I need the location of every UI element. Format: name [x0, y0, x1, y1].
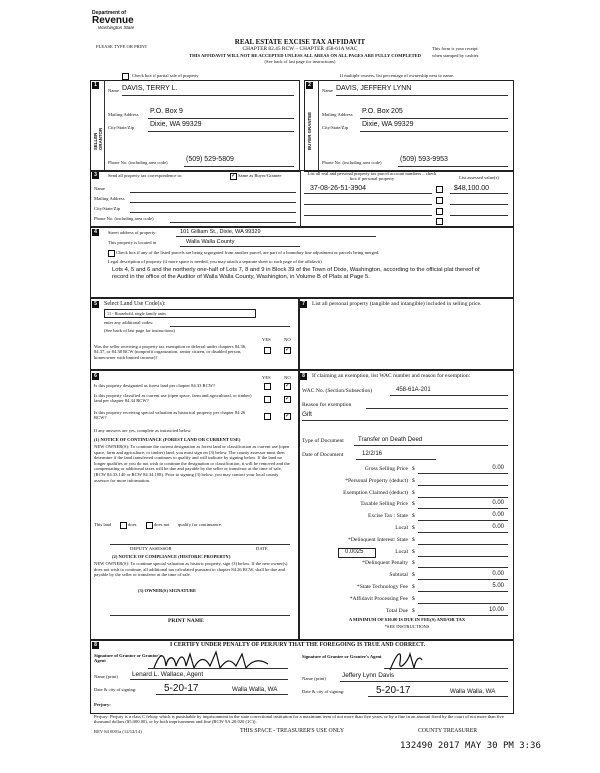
- recording-stamp: 132490 2017 MAY 30 PM 3:36: [400, 741, 541, 751]
- tax-row-label: Gross Selling Price: [364, 466, 408, 472]
- form-warning: THIS AFFIDAVIT WILL NOT BE ACCEPTED UNLESS ALL AREAS ON ALL PAGES ARE FULLY COMPLETED: [189, 53, 421, 58]
- personal-property-section: [298, 298, 514, 370]
- see-back-note: (See back of last page for instructions): [264, 59, 336, 64]
- tax-row-value[interactable]: 0.00: [492, 512, 504, 519]
- perjury-text: Perjury: Perjury is a class C felony which is punishable by imprisonment in the state correctional institution for a maximum term of not more than five years, or by a fine in an amount fixed by the court of not more than five thousand dollars ($5,000.00), or by both imprisonment and fine (RCW 9A.20.020 (1C)).: [94, 714, 504, 725]
- does-label: does: [128, 522, 137, 527]
- wac-label: WAC No. (Section/Subsection): [302, 388, 373, 394]
- continuance-title: (1) NOTICE OF CONTINUANCE (FOREST LAND OR CURRENT USE): [94, 437, 241, 442]
- land-use-no-header: NO: [284, 337, 291, 342]
- dollar-sign: $: [412, 572, 415, 579]
- logo-line-3: Washington State: [98, 25, 135, 30]
- personal-property-checkbox-2[interactable]: [436, 197, 443, 204]
- grantee-signature[interactable]: [384, 648, 424, 674]
- grantee-date[interactable]: 5-20-17: [376, 685, 411, 696]
- dollar-sign: $: [412, 536, 415, 543]
- grantee-sig-label: Signature of Grantee or Grantee's Agent: [302, 654, 382, 659]
- seller-mailing-label: Mailing Address: [108, 112, 139, 117]
- tax-row-value[interactable]: 10.00: [488, 606, 504, 613]
- treasurer-space: THIS SPACE - TREASURER'S USE ONLY: [240, 728, 345, 734]
- logo-line-1: Department of: [92, 10, 126, 16]
- perjury-note: [94, 702, 508, 707]
- grantee-date-label: Date & city of signing:: [302, 689, 345, 694]
- additional-codes-label: enter any additional codes:: [104, 320, 154, 325]
- partial-sale-label: Check box if partial sale of property: [132, 73, 199, 78]
- see-instructions: *SEE INSTRUCTIONS: [384, 624, 430, 629]
- dollar-sign: $: [412, 477, 415, 484]
- this-land-label: This land: [94, 522, 112, 527]
- dollar-sign: $: [412, 513, 415, 520]
- grantor-print-name[interactable]: Lenard L. Wallace, Agent: [132, 671, 204, 678]
- parcel-header: List all real and personal property tax parcel account numbers – check box if personal property: [307, 171, 437, 181]
- county-treasurer: COUNTY TREASURER: [418, 728, 478, 734]
- segregation-note: Check box if any of the listed parcels are being segregated from another parcel, are part of a boundary line adjustment or parcels being merged.: [116, 250, 380, 255]
- historic-body: NEW OWNER(S): To continue special valuation as historic property, sign (3) below. If the new owner(s) does not wish to continue, all additional tax calculated pursuant to chapter 84.26 RCW, shall be due and payable by the seller or transferor at the time of sale.: [94, 561, 288, 578]
- dollar-sign: $: [412, 607, 415, 614]
- seller-side-label: SELLER GRANTOR: [93, 127, 103, 150]
- assessed-value[interactable]: $48,100.00: [454, 185, 490, 192]
- section-7-badge: 7: [300, 301, 307, 308]
- tax-row-label: Subtotal: [389, 572, 408, 579]
- does-not-checkbox[interactable]: [146, 522, 153, 529]
- buyer-mailing[interactable]: P.O. Box 205: [362, 108, 403, 115]
- tax-row-label: Local: [395, 525, 408, 531]
- tax-row-value[interactable]: 0.00: [492, 465, 504, 471]
- segregation-checkbox[interactable]: [108, 250, 115, 257]
- wac-number[interactable]: 458-61A-201: [396, 387, 431, 393]
- does-not-label: does not: [154, 522, 170, 527]
- forest-yes-header: YES: [262, 375, 271, 380]
- personal-property-label: List all personal property (tangible and intangible) included in selling price.: [312, 301, 482, 307]
- seller-name[interactable]: DAVIS, TERRY L.: [122, 85, 178, 92]
- grantor-city[interactable]: Walla Walla, WA: [232, 686, 278, 693]
- tax-row-label: *Affidavit Processing Fee: [349, 595, 408, 602]
- doc-date-label: Date of Document: [302, 452, 344, 458]
- parcel-number[interactable]: 37-08-26-51-3904: [310, 185, 367, 192]
- tax-row-value[interactable]: 0.00: [492, 524, 504, 530]
- located-county[interactable]: Walla Walla County: [186, 239, 235, 245]
- forest-q2-yes[interactable]: [264, 396, 271, 403]
- tax-row-label: *State Technology Fee: [356, 584, 408, 590]
- local-rate-box[interactable]: [338, 548, 376, 558]
- corr-phone-label: Phone No. (including area code): [94, 216, 154, 221]
- seller-city[interactable]: Dixie, WA 99329: [150, 121, 202, 128]
- section-5-badge: 5: [92, 301, 99, 308]
- seller-phone-label: Phone No. (including area code): [108, 160, 168, 165]
- grantor-date-label: Date & city of signing:: [94, 687, 137, 692]
- land-use-yes-header: YES: [262, 337, 271, 342]
- dollar-sign: $: [412, 489, 415, 496]
- certify-badge: 8: [92, 642, 99, 649]
- perjury-label: Perjury:: [94, 702, 111, 707]
- certify-statement: I CERTIFY UNDER PENALTY OF PERJURY THAT THE FOREGOING IS TRUE AND CORRECT.: [170, 642, 426, 648]
- buyer-phone[interactable]: (509) 593-9953: [400, 156, 448, 163]
- multiple-owners-note: If multiple owners, list percentage of ownership next to name.: [340, 73, 455, 78]
- buyer-side-label: BUYER GRANTEE: [307, 111, 312, 150]
- exemption-question: Was the seller receiving a property tax exemption or deferral under chapters 84.36, 84.37, or 84.38 RCW (nonprofit organization, senior citizen, or disabled person, homeowner with limited income)?: [94, 344, 247, 360]
- section-6-badge: 6: [92, 373, 99, 380]
- tax-row-label: *Delinquent Interest: State: [348, 536, 408, 543]
- deputy-assessor-label: DEPUTY ASSESSOR: [130, 546, 172, 551]
- tax-row-label: Taxable Selling Price: [360, 501, 408, 508]
- corr-mailing-label: Mailing Address: [94, 196, 125, 201]
- tax-row-label: Total Due: [385, 607, 408, 614]
- land-use-see-back: (See back of last page for instructions): [104, 328, 175, 333]
- section-2-badge: 2: [306, 82, 313, 89]
- buyer-name-label: Name: [322, 88, 333, 93]
- section-3-badge: 3: [92, 172, 99, 179]
- land-use-code: 11 - Household, single family units: [107, 311, 166, 316]
- legal-label: Legal description of property (if more space is needed, you may attach a separate sheet to each page of the affidavit): [108, 259, 322, 264]
- street-address[interactable]: 101 Gilliam St., Dixie, WA 99329: [180, 229, 261, 235]
- seller-name-label: Name: [108, 88, 119, 93]
- grantor-signature-stroke: [154, 652, 268, 668]
- print-note: PLEASE TYPE OR PRINT: [96, 44, 148, 49]
- deputy-date-label: DATE: [256, 546, 268, 551]
- local-rate: 0.0025: [345, 549, 364, 555]
- receipt-note-2: when stamped by cashier.: [432, 53, 480, 58]
- assessed-header: List assessed value(s): [459, 175, 499, 180]
- corr-city-label: City/State/Zip: [94, 206, 121, 211]
- seller-phone[interactable]: (509) 529-5809: [186, 156, 234, 163]
- street-label: Street address of property:: [108, 230, 157, 235]
- forest-q1-yes[interactable]: [264, 383, 271, 390]
- form-title: REAL ESTATE EXCISE TAX AFFIDAVIT: [234, 38, 366, 46]
- personal-property-checkbox-1[interactable]: [436, 186, 443, 193]
- tax-row-label: Exemption Claimed (deduct): [343, 489, 408, 496]
- tax-row-label: *Personal Property (deduct): [345, 477, 408, 484]
- receipt-note-1: This form is your receipt: [432, 46, 478, 51]
- partial-sale-checkbox[interactable]: [122, 73, 129, 80]
- doc-type[interactable]: Transfer on Death Deed: [358, 437, 423, 443]
- tax-row-value[interactable]: 5.00: [492, 583, 504, 589]
- form-chapter: CHAPTER 82.45 RCW – CHAPTER 458-61A WAC: [242, 46, 358, 52]
- same-as-buyer-label: Same as Buyer/Grantee: [238, 173, 282, 178]
- dollar-sign: $: [412, 525, 415, 531]
- print-name-label: PRINT NAME: [168, 618, 204, 624]
- exemption-yes-checkbox[interactable]: [264, 347, 271, 354]
- grantor-date[interactable]: 5-20-17: [164, 683, 199, 694]
- forest-q2-no[interactable]: [284, 396, 291, 403]
- tax-row-value[interactable]: 0.00: [492, 571, 504, 578]
- logo-line-2: Revenue: [92, 15, 134, 26]
- same-as-buyer-checkbox[interactable]: [230, 173, 237, 180]
- forest-q3-yes[interactable]: [264, 413, 271, 420]
- grantor-print-label: Name (print): [94, 674, 118, 679]
- exemption-no-checkbox[interactable]: [284, 347, 291, 354]
- buyer-name[interactable]: DAVIS, JEFFERY LYNN: [336, 85, 412, 92]
- grantee-city[interactable]: Walla Walla, WA: [450, 688, 496, 695]
- land-use-select[interactable]: [104, 309, 256, 318]
- legal-description[interactable]: Lots 4, 5 and 6 and the northerly one-half of Lots 7, 8 and 9 in Block 39 of the Town of Dixie, Washington, according to the official plat thereof of record in the office of the Auditor of Walla Walla County, Washington, in Volume B of Plats at Page 5.: [112, 267, 480, 280]
- buyer-mailing-label: Mailing Address: [322, 112, 353, 117]
- buyer-phone-label: Phone No. (including area code): [322, 160, 382, 165]
- qualify-label: qualify for continuance.: [178, 522, 223, 527]
- forest-q2: Is this property classified as current use (open space, farm and agricultural, or timber) land per chapter 84.34 RCW?: [94, 393, 252, 404]
- doc-type-label: Type of Document: [302, 438, 344, 444]
- tax-row-label: Excise Tax : State: [367, 513, 408, 520]
- revenue-logo: [92, 10, 156, 30]
- exemption-label: If claiming an exemption, list WAC number and reason for exemption:: [312, 373, 471, 379]
- minimum-note: A MINIMUM OF $10.00 IS DUE IN FEE(S) AND/OR TAX: [348, 617, 466, 622]
- forest-q3: Is this property receiving special valuation as historical property per chapter 84.26 RCW?: [94, 410, 246, 421]
- tax-row-label: Local: [395, 548, 408, 555]
- owner-signature-label: (3) OWNER(S) SIGNATURE: [138, 588, 197, 593]
- forest-q3-no[interactable]: [284, 413, 291, 420]
- personal-property-checkbox-4[interactable]: [436, 218, 443, 225]
- dollar-sign: $: [412, 584, 415, 590]
- buyer-city[interactable]: Dixie, WA 99329: [362, 121, 414, 128]
- grantee-print-label: Name (print): [302, 676, 326, 681]
- grantee-print-name[interactable]: Jeffery Lynn Davis: [342, 672, 395, 679]
- exemption-badge: 8: [300, 373, 307, 380]
- corr-name-label: Name: [94, 186, 105, 191]
- doc-date[interactable]: 12/2/16: [362, 451, 383, 457]
- exemption-reason[interactable]: Gift: [302, 411, 312, 418]
- reason-label: Reason for exemption: [302, 402, 352, 408]
- forest-if-yes: If any answers are yes, complete as instructed below.: [94, 428, 192, 433]
- dollar-sign: $: [412, 466, 415, 472]
- seller-mailing[interactable]: P.O. Box 9: [150, 108, 183, 115]
- tax-row-value[interactable]: 0.00: [492, 500, 504, 507]
- dollar-sign: $: [412, 548, 415, 555]
- located-label: This property is located in: [108, 240, 157, 245]
- land-use-label: Select Land Use Code(s):: [104, 301, 166, 307]
- rev-number: REV 84 0001a (12/12/14): [94, 729, 142, 734]
- buyer-city-label: City/State/Zip: [322, 125, 349, 130]
- dollar-sign: $: [412, 560, 415, 567]
- historic-title: (2) NOTICE OF COMPLIANCE (HISTORIC PROPERTY): [112, 554, 231, 559]
- continuance-body: NEW OWNER(S): To continue the current designation as forest land or classification as current use (open space, farm and agriculture, or timber) land, you must sign on (3) below. The county assessor must then determine if the land transferred continues to qualify and will indicate by signing below. If the land no longer qualifies or you do not wish to continue the designation or classification, it will be removed and the compensating or additional taxes will be due and payable by the seller or transferor at the time of sale. (RCW 84.33.140 or RCW 84.34.108). Prior to signing (3) below, you may contact your local county assessor for more information.: [94, 444, 290, 483]
- forest-q1-no[interactable]: [284, 383, 291, 390]
- dollar-sign: $: [412, 501, 415, 508]
- correspondence-label: Send all property tax correspondence to:: [108, 173, 183, 178]
- forest-no-header: NO: [284, 375, 291, 380]
- section-1-badge: 1: [92, 82, 99, 89]
- dollar-sign: $: [412, 595, 415, 602]
- grantor-sig-label: Signature of Grantor or Grantor's Agent: [94, 653, 162, 664]
- seller-city-label: City/State/Zip: [108, 125, 135, 130]
- does-checkbox[interactable]: [120, 522, 127, 529]
- section-4-badge: 4: [92, 229, 99, 236]
- forest-q1: Is this property designated as forest land per chapter 84.33 RCW?: [94, 383, 216, 388]
- tax-row-label: *Delinquent Penalty: [362, 560, 408, 567]
- personal-property-checkbox-3[interactable]: [436, 208, 443, 215]
